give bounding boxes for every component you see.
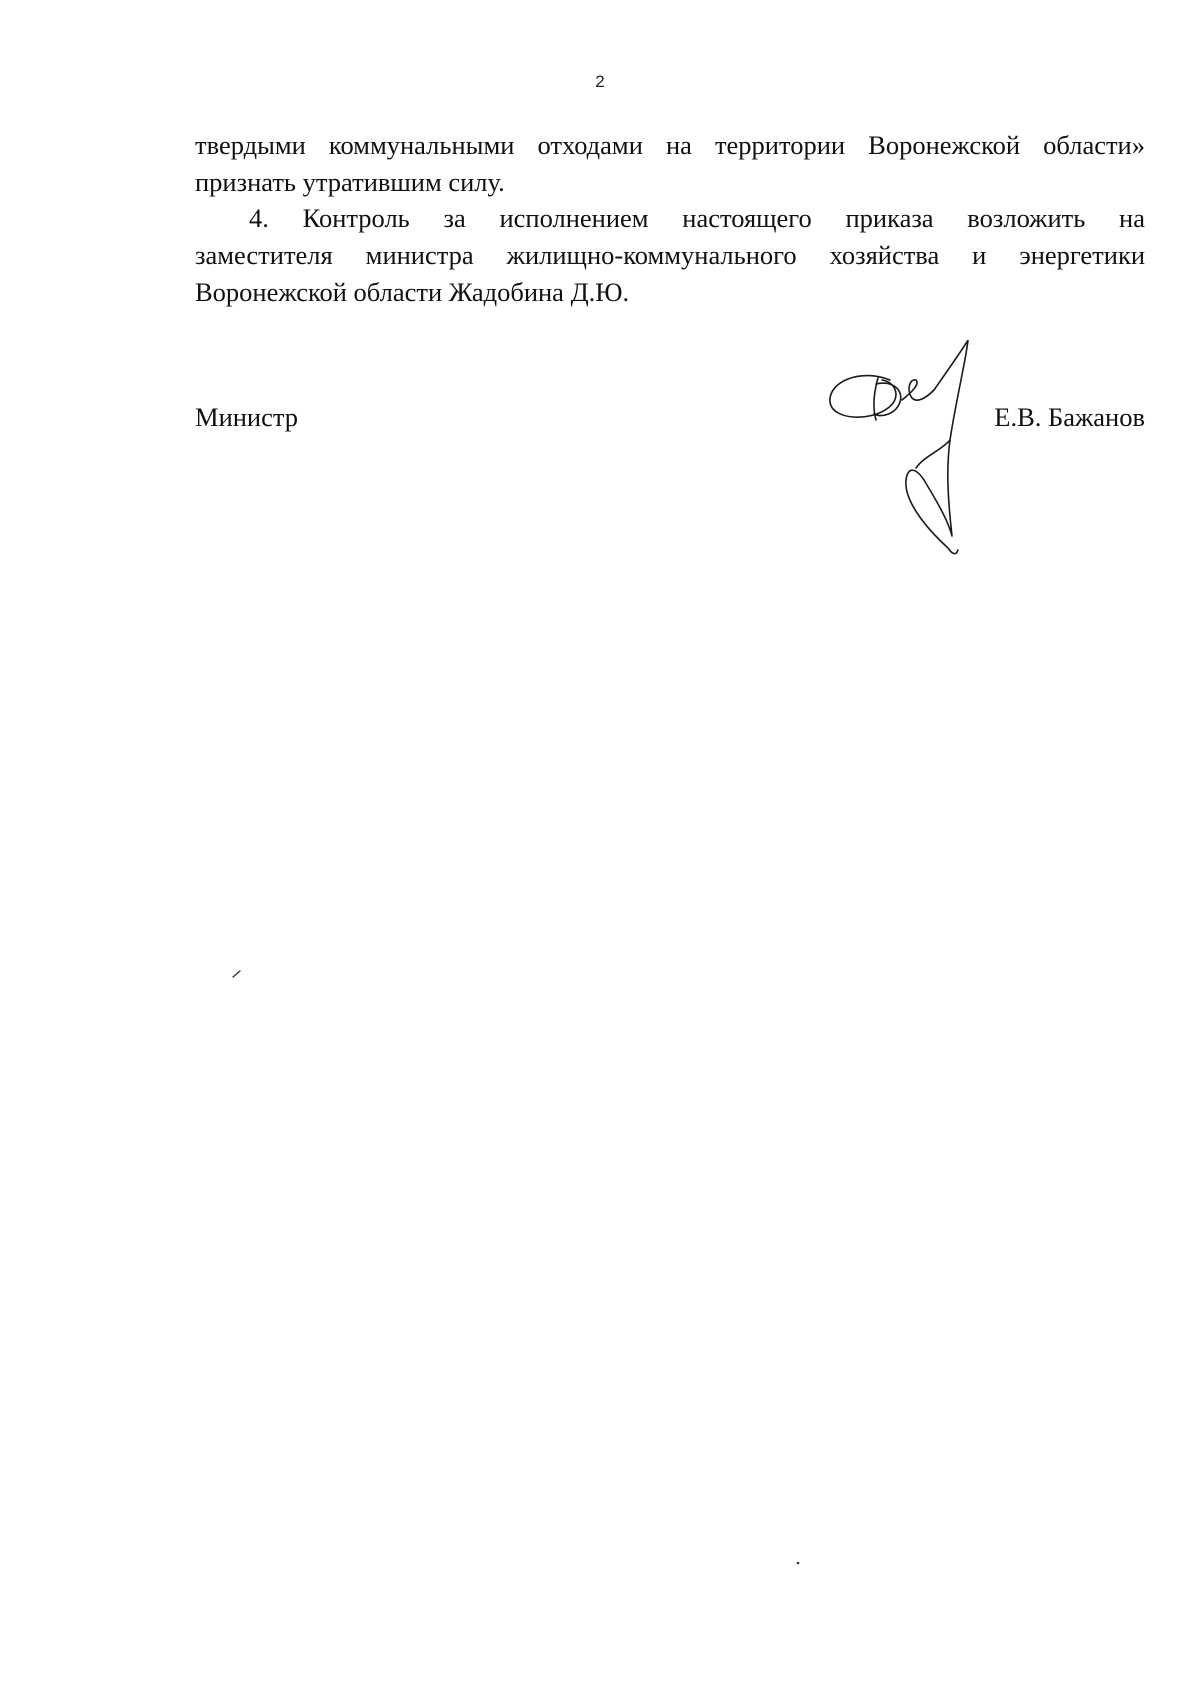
paragraph-line: Воронежской области Жадобина Д.Ю. [195,277,630,307]
scan-speck-icon [232,970,242,978]
paragraph-line: заместителя министра жилищно-коммунального хозяйства и энергетики [195,240,1145,270]
scan-dot-icon [795,1560,801,1566]
paragraph-line: признать утратившим силу. [195,167,505,197]
handwritten-signature-icon [820,340,1000,570]
paragraph-line: 4. Контроль за исполнением настоящего приказа возложить на [249,203,1145,233]
paragraph-continuation [195,127,1145,201]
paragraph-4 [195,200,1145,311]
position-title: Министр [195,402,299,432]
paragraph-line: твердыми коммунальными отходами на территории Воронежской области» [195,130,1145,160]
page-number: 2 [595,72,605,91]
signature-block [195,402,1145,442]
signer-name: Е.В. Бажанов [994,402,1145,432]
